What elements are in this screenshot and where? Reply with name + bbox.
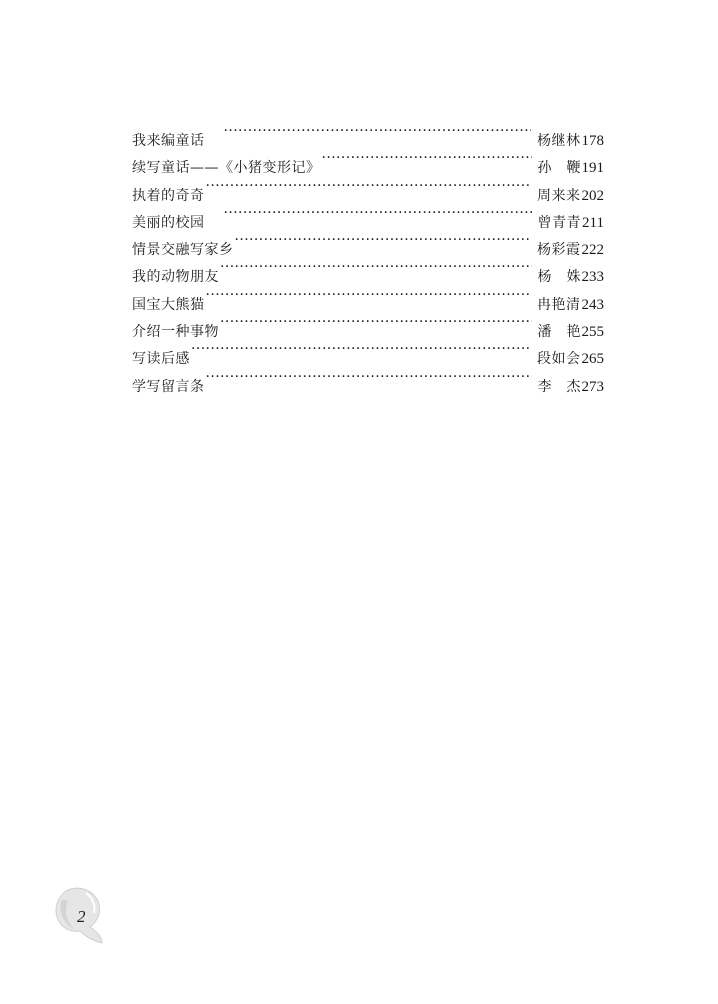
toc-dot-leader: [322, 145, 532, 172]
toc-entry-page: 243: [581, 296, 604, 313]
toc-entry-author: 周来来: [537, 187, 581, 204]
toc-entry-page: 255: [581, 324, 604, 341]
toc-entry-title: 学写留言条: [132, 378, 205, 395]
toc-entry-author: 冉艳清: [537, 296, 581, 313]
toc-entry: [132, 364, 604, 395]
table-of-contents: [132, 118, 604, 395]
toc-entry-page: 178: [581, 133, 604, 149]
toc-entry-page: 273: [581, 378, 604, 395]
toc-dot-leader: [220, 309, 532, 336]
toc-entry-author: 杨 姝: [537, 269, 581, 286]
toc-entry-author: 李 杰: [537, 378, 581, 395]
toc-entry-page: 202: [581, 187, 604, 204]
toc-entry-page: 233: [581, 269, 604, 286]
toc-entry-author: 曾青青: [537, 214, 582, 231]
toc-entry: [132, 118, 604, 149]
toc-entry-author: 潘 艳: [537, 324, 581, 341]
toc-dot-leader: [220, 254, 532, 281]
page-number: 2: [77, 907, 86, 926]
toc-entry-page: 265: [581, 351, 604, 368]
toc-entry-title: 情景交融写家乡: [132, 242, 234, 259]
toc-entry-title: 国宝大熊猫: [132, 296, 205, 313]
toc-entry-title: 介绍一种事物: [132, 324, 219, 341]
toc-entry-page: 191: [581, 160, 604, 177]
toc-dot-leader: [206, 173, 532, 200]
page-footer: [52, 885, 108, 947]
toc-entry-author: 段如会: [537, 351, 581, 368]
toc-entry-title: 续写童话——《小猪变形记》: [132, 160, 321, 177]
toc-dot-leader: [235, 227, 532, 254]
toc-dot-leader: [206, 364, 532, 391]
toc-entry-author: 孙 鞭: [537, 160, 581, 177]
toc-entry-title: 我来编童话: [132, 133, 205, 149]
toc-entry-page: 222: [581, 242, 604, 259]
toc-dot-leader: [206, 282, 532, 309]
toc-entry-page: 211: [582, 214, 604, 231]
toc-entry-title: 执着的奇奇: [132, 187, 205, 204]
toc-dot-leader: [224, 200, 532, 227]
toc-entry: [132, 336, 604, 368]
toc-dot-leader: [224, 118, 532, 145]
toc-entry-title: 写读后感: [132, 351, 190, 368]
toc-entry-title: 美丽的校园: [132, 214, 205, 231]
toc-entry-title: 我的动物朋友: [132, 269, 219, 286]
toc-dot-leader: [191, 336, 531, 363]
toc-entry-author: 杨彩霞: [537, 242, 581, 259]
toc-entry-author: 杨继林: [537, 133, 581, 149]
